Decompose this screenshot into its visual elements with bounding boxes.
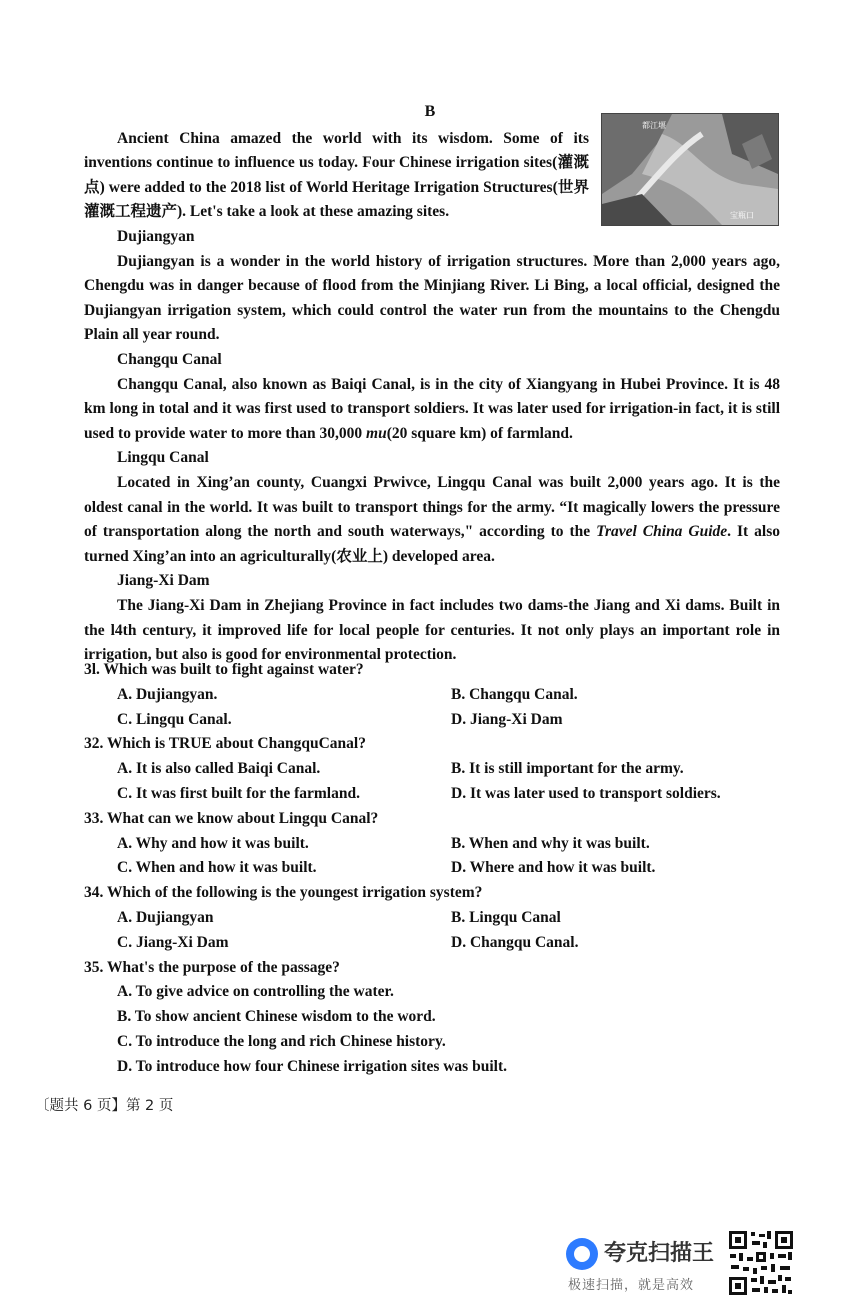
option: A. It is also called Baiqi Canal. bbox=[117, 760, 321, 778]
options bbox=[84, 683, 780, 733]
options bbox=[84, 757, 780, 807]
site-heading: Jiang-Xi Dam bbox=[117, 572, 210, 590]
quark-logo-icon bbox=[566, 1238, 598, 1270]
option: A. Dujiangyan. bbox=[117, 685, 218, 703]
option: B. To show ancient Chinese wisdom to the word. bbox=[117, 1008, 436, 1026]
dujiangyan-photo bbox=[601, 113, 779, 226]
question-stem: 33. What can we know about Lingqu Canal? bbox=[84, 809, 379, 827]
options bbox=[84, 832, 780, 882]
option: B. It is still important for the army. bbox=[451, 760, 684, 778]
site-paragraph: Dujiangyan is a wonder in the world history of irrigation structures. More than 2,000 years ago, Chengdu was in danger because of flood from the Minjiang River. Li Bing, a local official, designed the Dujiangyan irrigation system, which could control the water run from the mountains to the Chengdu Plain all year round. bbox=[84, 252, 780, 344]
option: C. It was first built for the farmland. bbox=[117, 784, 360, 802]
site-paragraph: Located in Xing’an county, Cuangxi Prwivce, Lingqu Canal was built 2,000 years ago. It is the oldest canal in the world. It was built to transport things for the army. “It magically lowers the pressure of transportation along the north and south waterways," according to the Travel China Guide. It also turned Xing’an into an agriculturally(农业上) developed area. bbox=[84, 473, 780, 565]
option: A. Dujiangyan bbox=[117, 908, 214, 926]
site-heading: Lingqu Canal bbox=[117, 449, 209, 467]
options bbox=[84, 980, 780, 1079]
section-label: B bbox=[424, 103, 436, 120]
option: A. Why and how it was built. bbox=[117, 834, 309, 852]
option: D. Changqu Canal. bbox=[451, 933, 579, 951]
passage-body bbox=[84, 225, 780, 668]
intro-paragraph: Ancient China amazed the world with its wisdom. Some of its inventions continue to influence us today. Four Chinese irrigation sites(灌溉点) were added to the 2018 list of World Heritage Irrigation Structures(世界灌溉工程遗产). Let's take a look at these amazing sites. bbox=[84, 130, 589, 220]
site-paragraph: The Jiang-Xi Dam in Zhejiang Province in fact includes two dams-the Jiang and Xi dams. Built in the l4th century, it improved life for local people for centuries. It not only plays an important role in irrigation, but also is good for environmental protection. bbox=[84, 596, 780, 664]
option: D. To introduce how four Chinese irrigation sites was built. bbox=[117, 1057, 507, 1075]
option: C. When and how it was built. bbox=[117, 859, 317, 877]
option: D. It was later used to transport soldiers. bbox=[451, 784, 721, 802]
option: C. Lingqu Canal. bbox=[117, 710, 232, 728]
site-heading: Changqu Canal bbox=[117, 350, 222, 368]
option: C. To introduce the long and rich Chinese history. bbox=[117, 1032, 446, 1050]
option: B. Changqu Canal. bbox=[451, 685, 578, 703]
option: D. Jiang-Xi Dam bbox=[451, 710, 563, 728]
photo-caption-bottom: 宝瓶口 bbox=[730, 211, 754, 220]
question-stem: 32. Which is TRUE about ChangquCanal? bbox=[84, 735, 366, 753]
option: B. Lingqu Canal bbox=[451, 908, 561, 926]
page-footer: 〔题共 6 页】第 2 页 bbox=[35, 1098, 174, 1114]
brand-slogan: 极速扫描，就是高效 bbox=[568, 1278, 695, 1293]
option: B. When and why it was built. bbox=[451, 834, 650, 852]
question-stem: 34. Which of the following is the youngest irrigation system? bbox=[84, 884, 483, 902]
questions bbox=[84, 658, 780, 1080]
question-stem: 3l. Which was built to fight against water? bbox=[84, 661, 364, 678]
brand-name: 夸克扫描王 bbox=[604, 1241, 715, 1266]
option: A. To give advice on controlling the water. bbox=[117, 983, 394, 1001]
qr-code-icon bbox=[728, 1230, 794, 1296]
question-stem: 35. What's the purpose of the passage? bbox=[84, 958, 340, 976]
option: D. Where and how it was built. bbox=[451, 859, 656, 877]
option: C. Jiang-Xi Dam bbox=[117, 933, 229, 951]
site-heading: Dujiangyan bbox=[117, 228, 195, 245]
scanner-watermark bbox=[566, 1234, 726, 1294]
photo-caption-top: 都江堰 bbox=[642, 121, 666, 130]
options bbox=[84, 906, 780, 956]
site-paragraph: Changqu Canal, also known as Baiqi Canal, is in the city of Xiangyang in Hubei Province. It is 48 km long in total and it was first used to transport soldiers. It was later used for irrigation-in fact, it is still used to provide water to more than 30,000 mu(20 square km) of farmland. bbox=[84, 375, 780, 442]
